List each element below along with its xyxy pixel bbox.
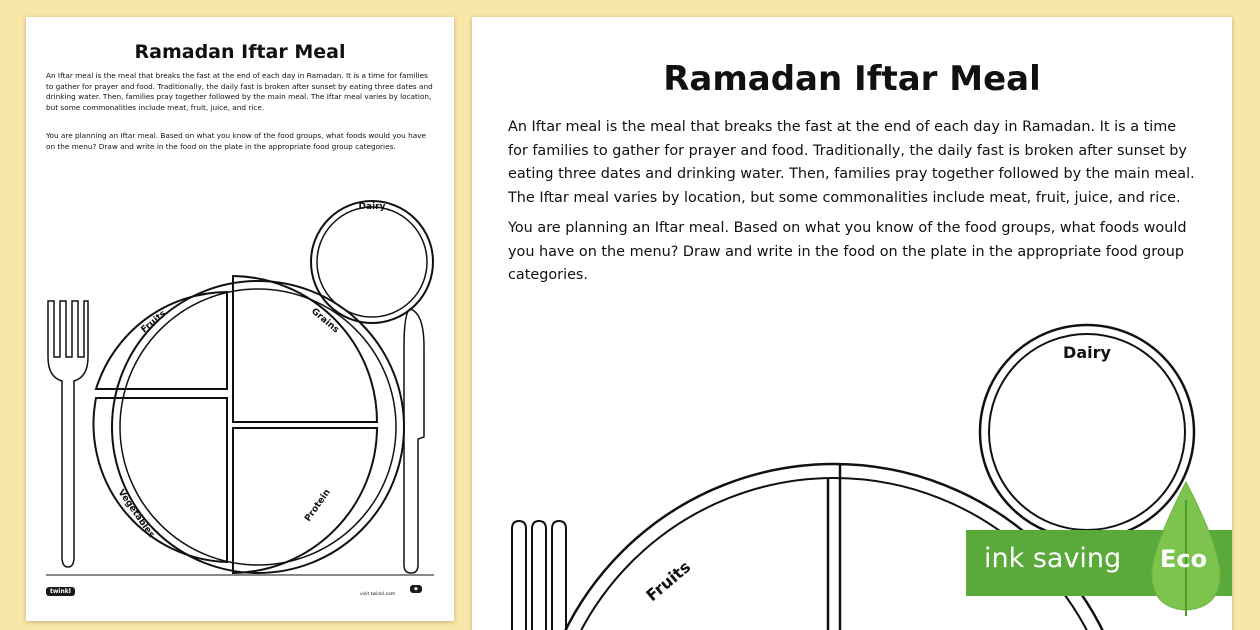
twinkl-badge-icon: ◆	[410, 585, 422, 593]
plate-illustration	[26, 17, 454, 621]
page-title: Ramadan Iftar Meal	[134, 41, 346, 63]
page-title-large: Ramadan Iftar Meal	[663, 59, 1041, 99]
knife-icon	[404, 309, 424, 573]
fruits-label-large: Fruits	[642, 557, 695, 606]
dairy-circle-outer	[311, 201, 433, 323]
fork-tine-3	[552, 521, 566, 630]
fruits-label: Fruits	[139, 308, 169, 336]
protein-section	[233, 428, 377, 573]
fork-icon	[48, 301, 88, 567]
ink-saving-text: ink saving	[984, 543, 1122, 574]
fruits-section	[96, 292, 227, 389]
task-paragraph-large: You are planning an Iftar meal. Based on what you know of the food groups, what foods would you have on the menu? Draw and write in the food on the plate in the appropriate food group categories.	[508, 220, 1187, 283]
intro-paragraph-large: An Iftar meal is the meal that breaks the fast at the end of each day in Ramadan. It is a time for families to gather for prayer and food. Traditionally, the daily fast is broken after sunset by eating three dates and drinking water. Then, families pray together followed by the main meal. The Iftar meal varies by location, but some commonalities include meat, fruit, juice, and rice.	[508, 119, 1195, 206]
worksheet-thumbnail	[26, 17, 454, 621]
footer-url: visit twinkl.com	[360, 592, 396, 597]
vegetables-section	[94, 398, 227, 562]
eco-label: Eco	[1160, 545, 1208, 573]
grains-label: Grains	[309, 306, 341, 336]
twinkl-logo: twinkl	[46, 587, 75, 596]
task-paragraph: You are planning an Iftar meal. Based on what you know of the food groups, what foods would you have on the menu? Draw and write in the food on the plate in the appropriate food group categories.	[46, 131, 426, 151]
fork-tine-2	[532, 521, 546, 630]
dairy-circle-inner	[317, 207, 427, 317]
fork-tine-1	[512, 521, 526, 630]
dairy-label: Dairy	[358, 202, 386, 212]
intro-paragraph: An Iftar meal is the meal that breaks the fast at the end of each day in Ramadan. It is a time for families to gather for prayer and food. Traditionally, the daily fast is broken after sunset by eating three dates and drinking water. Then, families pray together followed by the main meal. The Iftar meal varies by location, but some commonalities include meat, fruit, juice, and rice.	[46, 71, 433, 112]
vegetables-label: Vegetables	[115, 487, 157, 541]
dairy-label-large: Dairy	[1063, 343, 1111, 362]
protein-label: Protein	[303, 487, 333, 524]
